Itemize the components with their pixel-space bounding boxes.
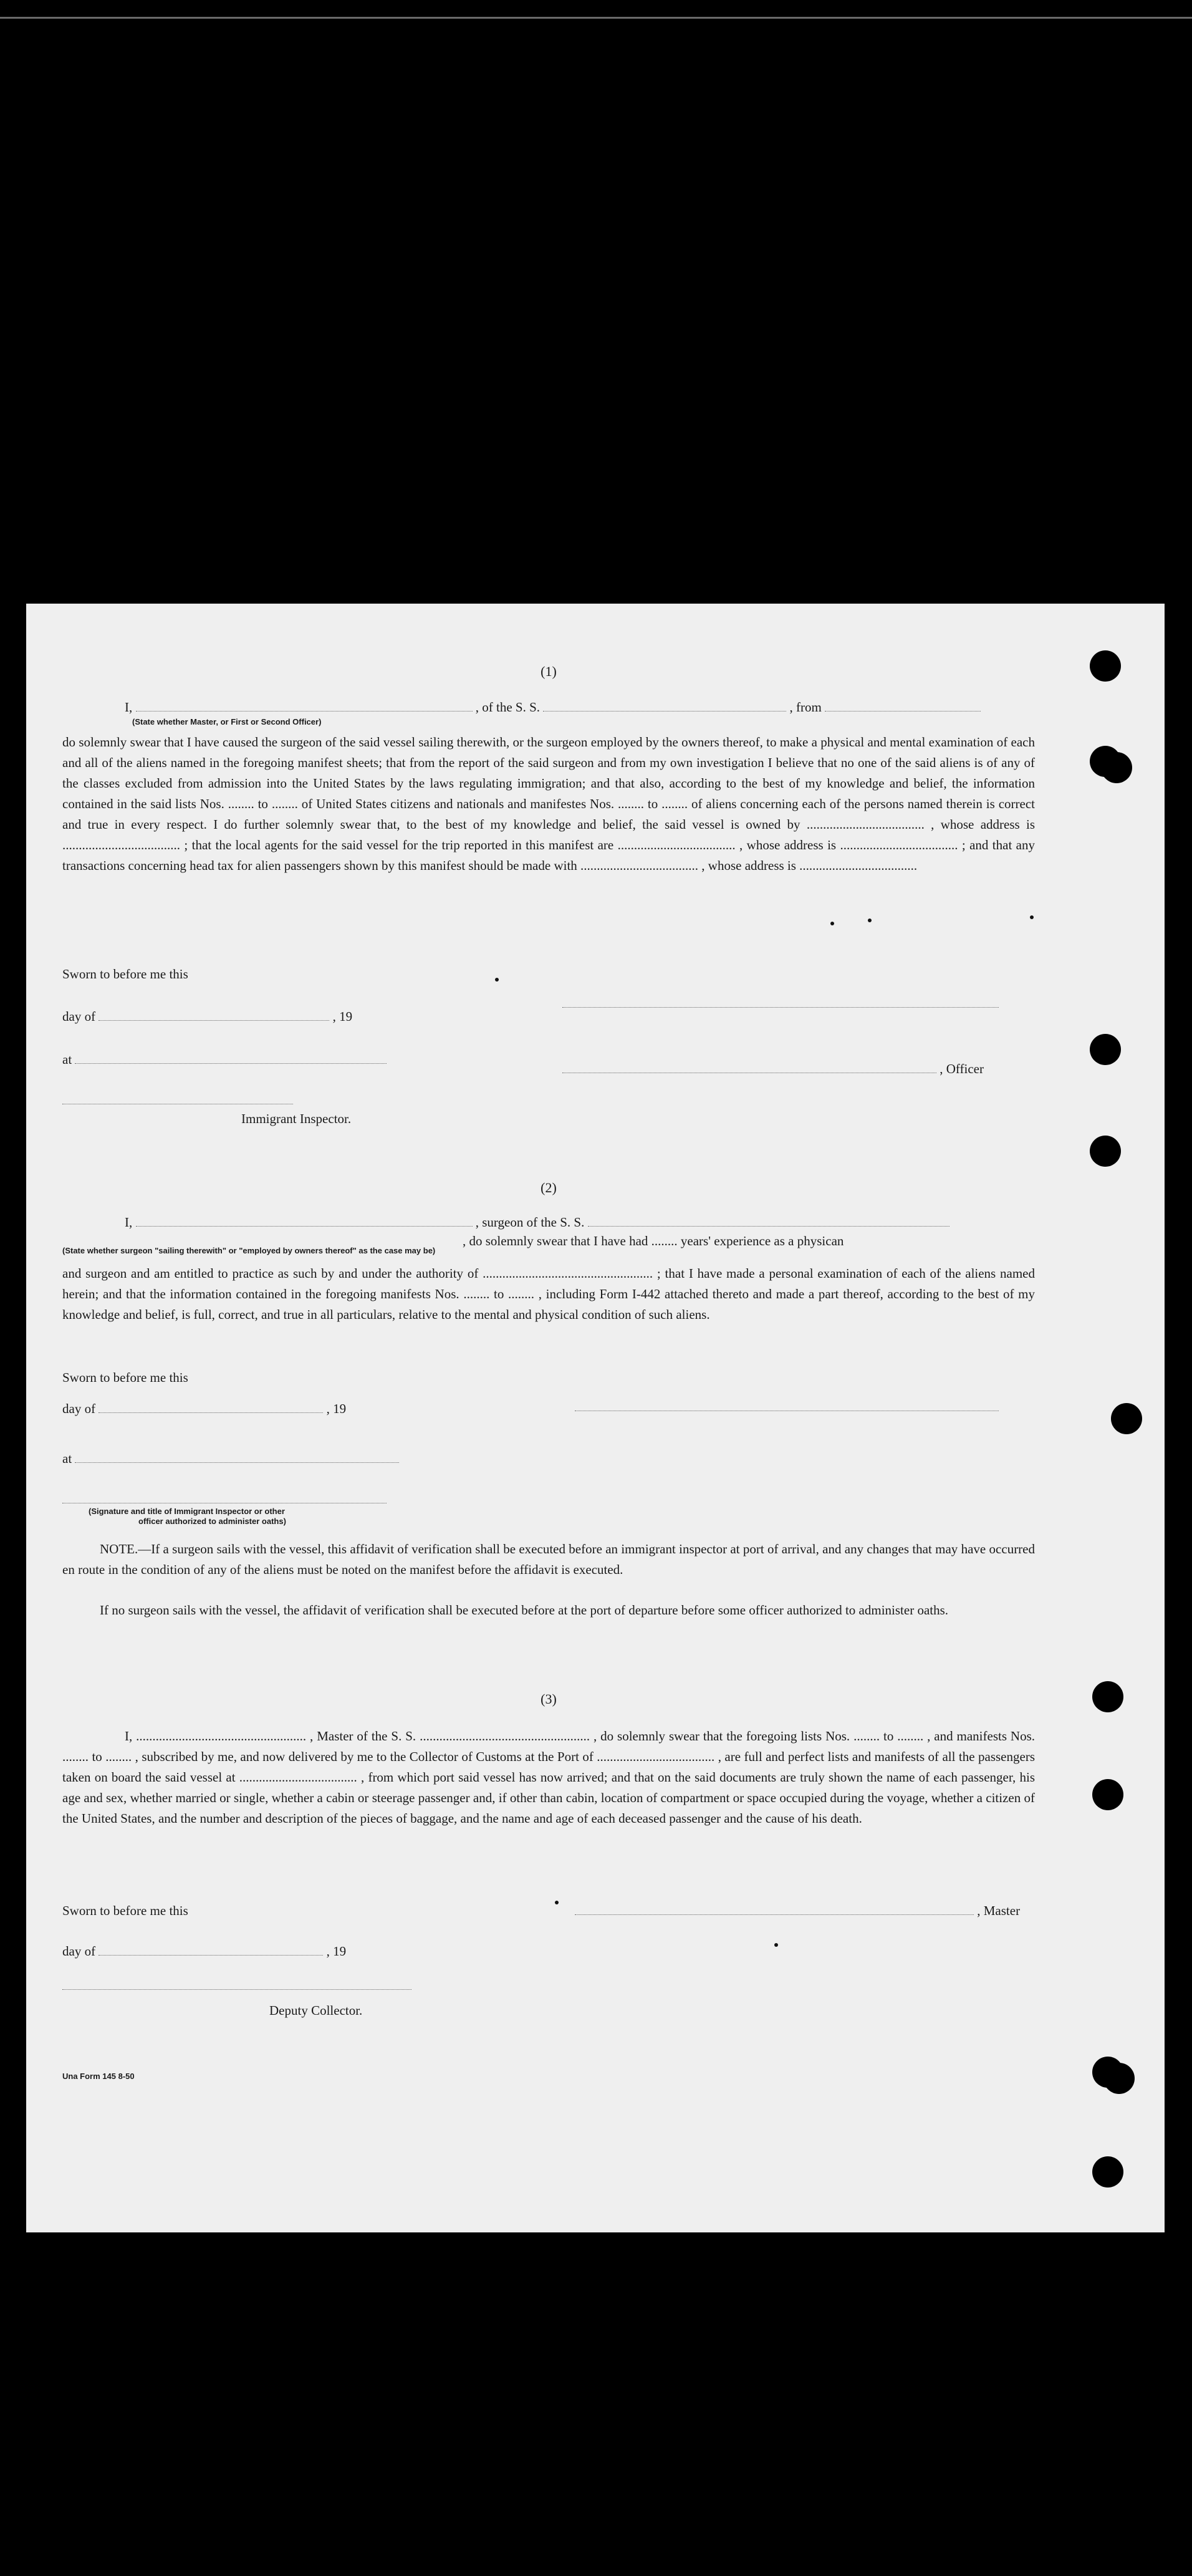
immigrant-inspector-label: Immigrant Inspector. [241, 1111, 352, 1126]
punch-hole [1092, 1681, 1123, 1712]
master-line: , Master [575, 1901, 1036, 1921]
section2-paragraph: and surgeon and am entitled to practice as such by and under the authority of .................................................... ; that I have made a personal examination of each of the aliens named herein; and that the information contained in the foregoing manifests Nos. ........ to ........ , including Form I-442 attached thereto and made a part thereof, according to the best of my knowledge and belief, is full, correct, and true in all particulars, relative to the mental and physical condition of such aliens. [62, 1266, 1035, 1322]
section3-paragraph: I, .................................................... , Master of the S. S. .................................................... , do solemnly swear that the foregoing lists Nos. ........ to ........ , and manifests Nos. ........ to ........ , subscribed by me, and now delivered by me to the Collector of Customs at the Port of .................................... , are full and perfect lists and manifests of all the passengers taken on board the said vessel at .................................... , from which port said vessel has now arrived; and that on the said documents are truly shown the name of each passenger, his age and sex, whether married or single, whether a cabin or steerage passenger and, if other than cabin, location of compartment or space occupied during the voyage, whether a citizen of the United States, and the number and description of the pieces of baggage, and the name and age of each deceased passenger and the cause of his death. [62, 1729, 1035, 1826]
section3-heading: (3) [541, 1691, 557, 1707]
speck [555, 1901, 559, 1904]
section1-paragraph: do solemnly swear that I have caused the surgeon of the said vessel sailing therewith, or the surgeon employed by the owners thereof, to make a physical and mental examination of each and all of the aliens named in the foregoing manifest sheets; that from the report of the said surgeon and from my own investigation I believe that no one of the said aliens is of any of the classes excluded from admission into the United States by the laws regulating immigration; and that also, according to the best of my knowledge and belief, the information contained in the said lists Nos. ........ to ........ of United States citizens and nationals and manifestes Nos. ........ to ........ of aliens concerning each of the persons named therein is correct and true in every respect. I do further solemnly swear that, to the best of my knowledge and belief, the said vessel is owned by .................................... , whose address is .................................... ; that the local agents for the said vessel for the trip reported in this manifest are .................................... , whose address is .................................... ; and that any transactions concerning head tax for alien passengers shown by this manifest should be made with .................................... , whose address is .................................... [62, 735, 1035, 873]
speck [495, 978, 499, 982]
deputy-collector-label: Deputy Collector. [269, 2003, 363, 2018]
punch-hole [1090, 1034, 1121, 1065]
name-blank [136, 701, 473, 712]
note-no-surgeon: If no surgeon sails with the vessel, the affidavit of verification shall be executed before at the port of departure before some officer authorized to administer oaths. [100, 1603, 949, 1618]
section2-line2: , do solemnly swear that I have had ........ years' experience as a physican [463, 1233, 844, 1248]
punch-hole [1090, 650, 1121, 682]
caption-surgeon: (State whether surgeon "sailing therewith" or "employed by owners thereof" as the case may be) [62, 1246, 436, 1255]
section3-day-line: day of , 19 [62, 1944, 347, 1959]
manifest-page [26, 604, 1165, 2232]
section1-heading: (1) [541, 663, 557, 679]
form-number: Una Form 145 8-50 [62, 2072, 135, 2081]
section3-sworn: Sworn to before me this [62, 1903, 188, 1918]
section1-day-line: day of , 19 [62, 1009, 353, 1024]
port-blank [825, 701, 981, 712]
section2-heading: (2) [541, 1180, 557, 1195]
punch-hole [1092, 1779, 1123, 1810]
section1-at-line: at [62, 1049, 1035, 1070]
officer-line: , Officer [562, 1059, 1036, 1079]
speck [774, 1943, 778, 1947]
punch-hole [1090, 746, 1121, 777]
punch-hole [1090, 1136, 1121, 1167]
vessel-blank [543, 701, 786, 712]
punch-hole [1092, 2057, 1123, 2088]
section1-sworn: Sworn to before me this [62, 967, 188, 982]
caption-master: (State whether Master, or First or Second Officer) [132, 717, 322, 726]
speck [830, 922, 834, 925]
punch-hole [1092, 2156, 1123, 2188]
speck [868, 919, 872, 922]
section2-day-line: day of , 19 [62, 1401, 347, 1416]
caption-signature: (Signature and title of Immigrant Inspector or other officer authorized to administer oaths) [89, 1507, 286, 1526]
top-border-line [0, 17, 1192, 19]
note-surgeon-sails: NOTE.—If a surgeon sails with the vessel, this affidavit of verification shall be executed before an immigrant inspector at port of arrival, and any changes that may have occurred en route in the condition of any of the aliens must be noted on the manifest before the affidavit is executed. [62, 1541, 1035, 1577]
section1-line1: I, , of the S. S. , from [62, 697, 1035, 718]
punch-hole [1111, 1403, 1142, 1434]
section2-at-line: at [62, 1449, 1035, 1469]
section2-sworn: Sworn to before me this [62, 1370, 188, 1385]
speck [1030, 915, 1034, 919]
section2-line1: I, , surgeon of the S. S. [62, 1212, 1035, 1233]
